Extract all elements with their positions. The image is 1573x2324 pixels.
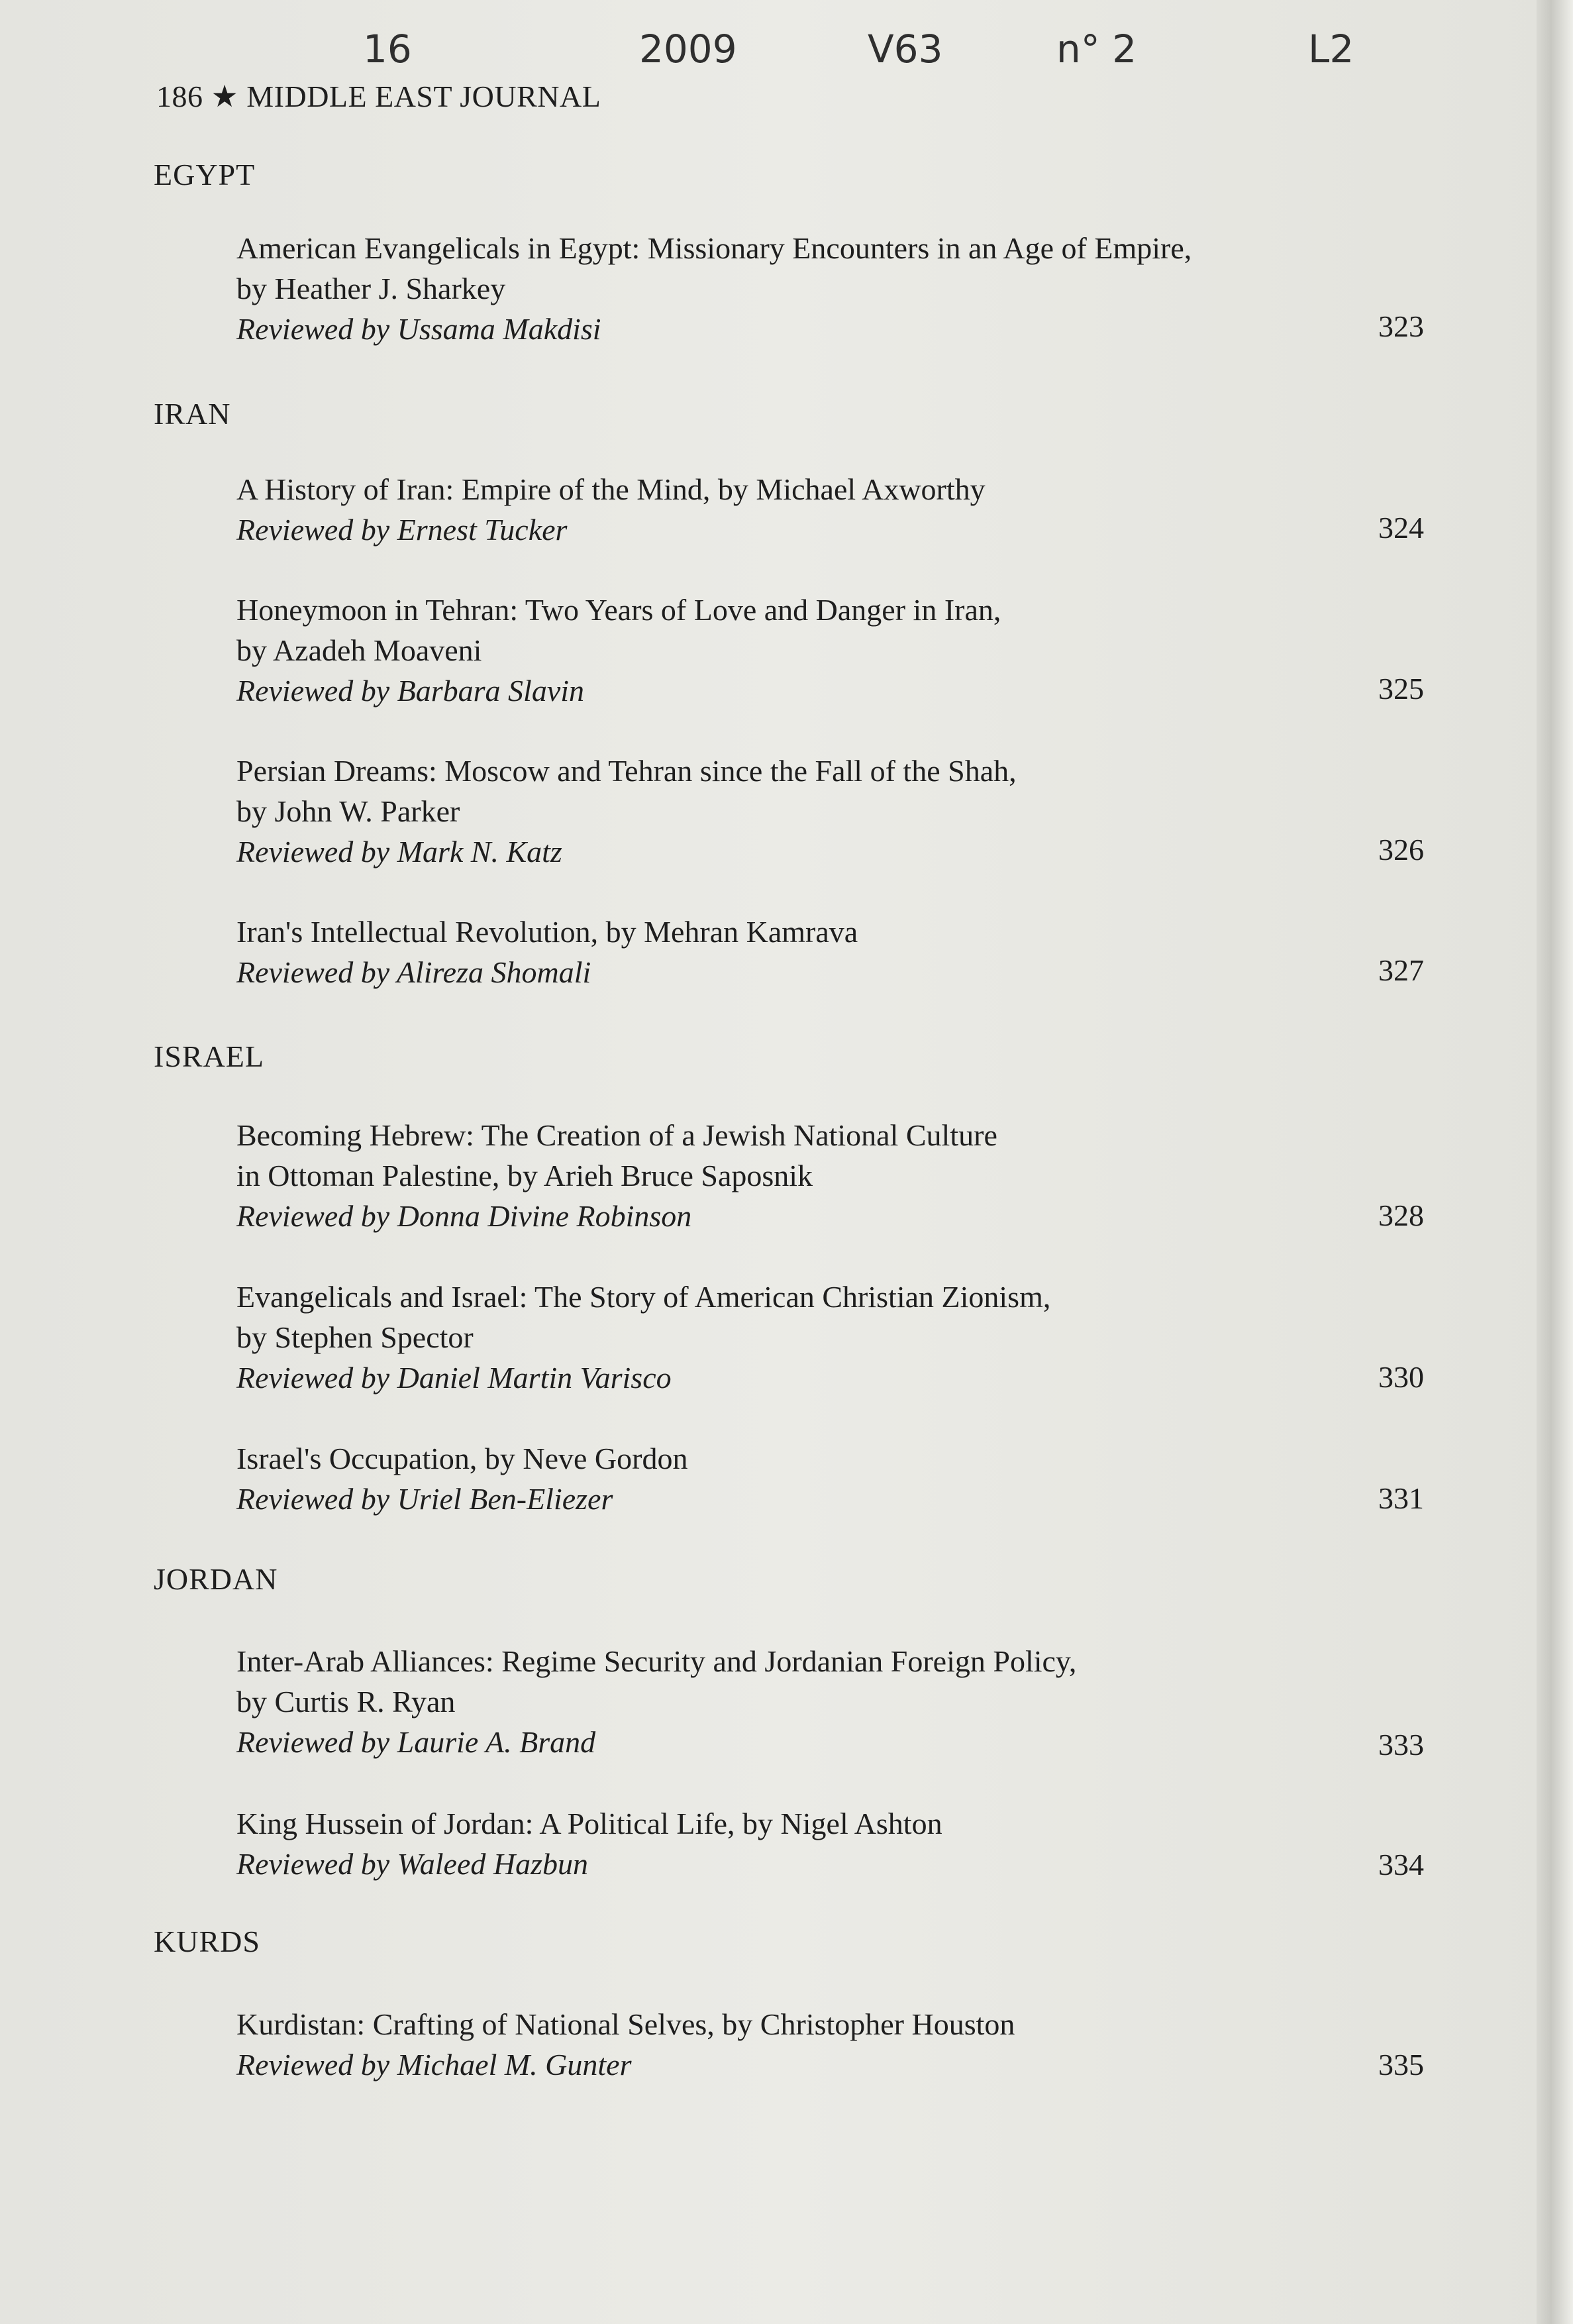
- journal-title: MIDDLE EAST JOURNAL: [246, 79, 601, 113]
- section-heading-egypt: EGYPT: [154, 158, 256, 191]
- entry-page-number: 328: [1378, 1198, 1424, 1232]
- page-edge-shadow: [1537, 0, 1573, 2324]
- review-entry: [236, 1438, 1429, 1519]
- book-title-line: Honeymoon in Tehran: Two Years of Love and Danger in Iran,: [236, 593, 1001, 627]
- section-heading-jordan: JORDAN: [154, 1562, 278, 1596]
- review-entry: [236, 228, 1429, 349]
- book-title-line: by Heather J. Sharkey: [236, 272, 506, 305]
- book-title-line: Israel's Occupation, by Neve Gordon: [236, 1442, 688, 1475]
- section-heading-iran: IRAN: [154, 397, 231, 431]
- reviewer: Reviewed by Uriel Ben-Eliezer: [236, 1482, 613, 1516]
- reviewer: Reviewed by Waleed Hazbun: [236, 1847, 588, 1881]
- running-header: [156, 78, 601, 114]
- handwritten-note: 2009: [639, 26, 737, 72]
- entry-page-number: 323: [1378, 309, 1424, 343]
- handwritten-note: L2: [1308, 26, 1354, 72]
- reviewer: Reviewed by Mark N. Katz: [236, 835, 562, 869]
- entry-page-number: 333: [1378, 1728, 1424, 1762]
- book-title-line: Persian Dreams: Moscow and Tehran since the Fall of the Shah,: [236, 754, 1017, 788]
- reviewer: Reviewed by Ussama Makdisi: [236, 312, 601, 346]
- reviewer: Reviewed by Ernest Tucker: [236, 513, 568, 547]
- review-entry: [236, 1803, 1429, 1884]
- review-entry: [236, 751, 1429, 872]
- book-title-line: A History of Iran: Empire of the Mind, by Michael Axworthy: [236, 472, 986, 506]
- section-heading-israel: ISRAEL: [154, 1039, 264, 1073]
- book-title-line: Inter-Arab Alliances: Regime Security and Jordanian Foreign Policy,: [236, 1644, 1077, 1678]
- page-number: 186: [156, 79, 203, 113]
- reviewer: Reviewed by Michael M. Gunter: [236, 2048, 632, 2082]
- handwritten-note: V63: [868, 26, 943, 72]
- reviewer: Reviewed by Barbara Slavin: [236, 674, 585, 708]
- entry-page-number: 330: [1378, 1360, 1424, 1394]
- book-title-line: Evangelicals and Israel: The Story of American Christian Zionism,: [236, 1280, 1051, 1314]
- review-entry: [236, 1115, 1429, 1236]
- entry-page-number: 324: [1378, 511, 1424, 545]
- reviewer: Reviewed by Donna Divine Robinson: [236, 1199, 692, 1233]
- review-entry: [236, 1641, 1429, 1762]
- book-title-line: by John W. Parker: [236, 794, 460, 828]
- book-title-line: in Ottoman Palestine, by Arieh Bruce Saposnik: [236, 1159, 813, 1192]
- book-title-line: Iran's Intellectual Revolution, by Mehran Kamrava: [236, 915, 858, 949]
- handwritten-annotation: [0, 13, 1457, 79]
- review-entry: [236, 1277, 1429, 1398]
- entry-page-number: 327: [1378, 953, 1424, 987]
- entry-page-number: 331: [1378, 1481, 1424, 1515]
- book-title-line: Becoming Hebrew: The Creation of a Jewish National Culture: [236, 1118, 997, 1152]
- entry-page-number: 325: [1378, 672, 1424, 706]
- star-icon: ★: [211, 79, 239, 113]
- review-entry: [236, 469, 1429, 550]
- entry-page-number: 335: [1378, 2048, 1424, 2082]
- handwritten-note: 16: [363, 26, 412, 72]
- book-title-line: Kurdistan: Crafting of National Selves, by Christopher Houston: [236, 2007, 1015, 2041]
- book-title-line: American Evangelicals in Egypt: Missionary Encounters in an Age of Empire,: [236, 231, 1192, 265]
- book-title-line: King Hussein of Jordan: A Political Life, by Nigel Ashton: [236, 1807, 942, 1840]
- review-entry: [236, 2004, 1429, 2085]
- review-entry: [236, 912, 1429, 992]
- review-entry: [236, 590, 1429, 711]
- reviewer: Reviewed by Alireza Shomali: [236, 955, 591, 989]
- section-heading-kurds: KURDS: [154, 1925, 260, 1958]
- book-title-line: by Stephen Spector: [236, 1320, 474, 1354]
- book-title-line: by Curtis R. Ryan: [236, 1685, 456, 1718]
- entry-page-number: 334: [1378, 1848, 1424, 1881]
- handwritten-note: n° 2: [1056, 26, 1137, 72]
- book-title-line: by Azadeh Moaveni: [236, 633, 482, 667]
- reviewer: Reviewed by Laurie A. Brand: [236, 1725, 596, 1759]
- entry-page-number: 326: [1378, 833, 1424, 867]
- reviewer: Reviewed by Daniel Martin Varisco: [236, 1361, 672, 1395]
